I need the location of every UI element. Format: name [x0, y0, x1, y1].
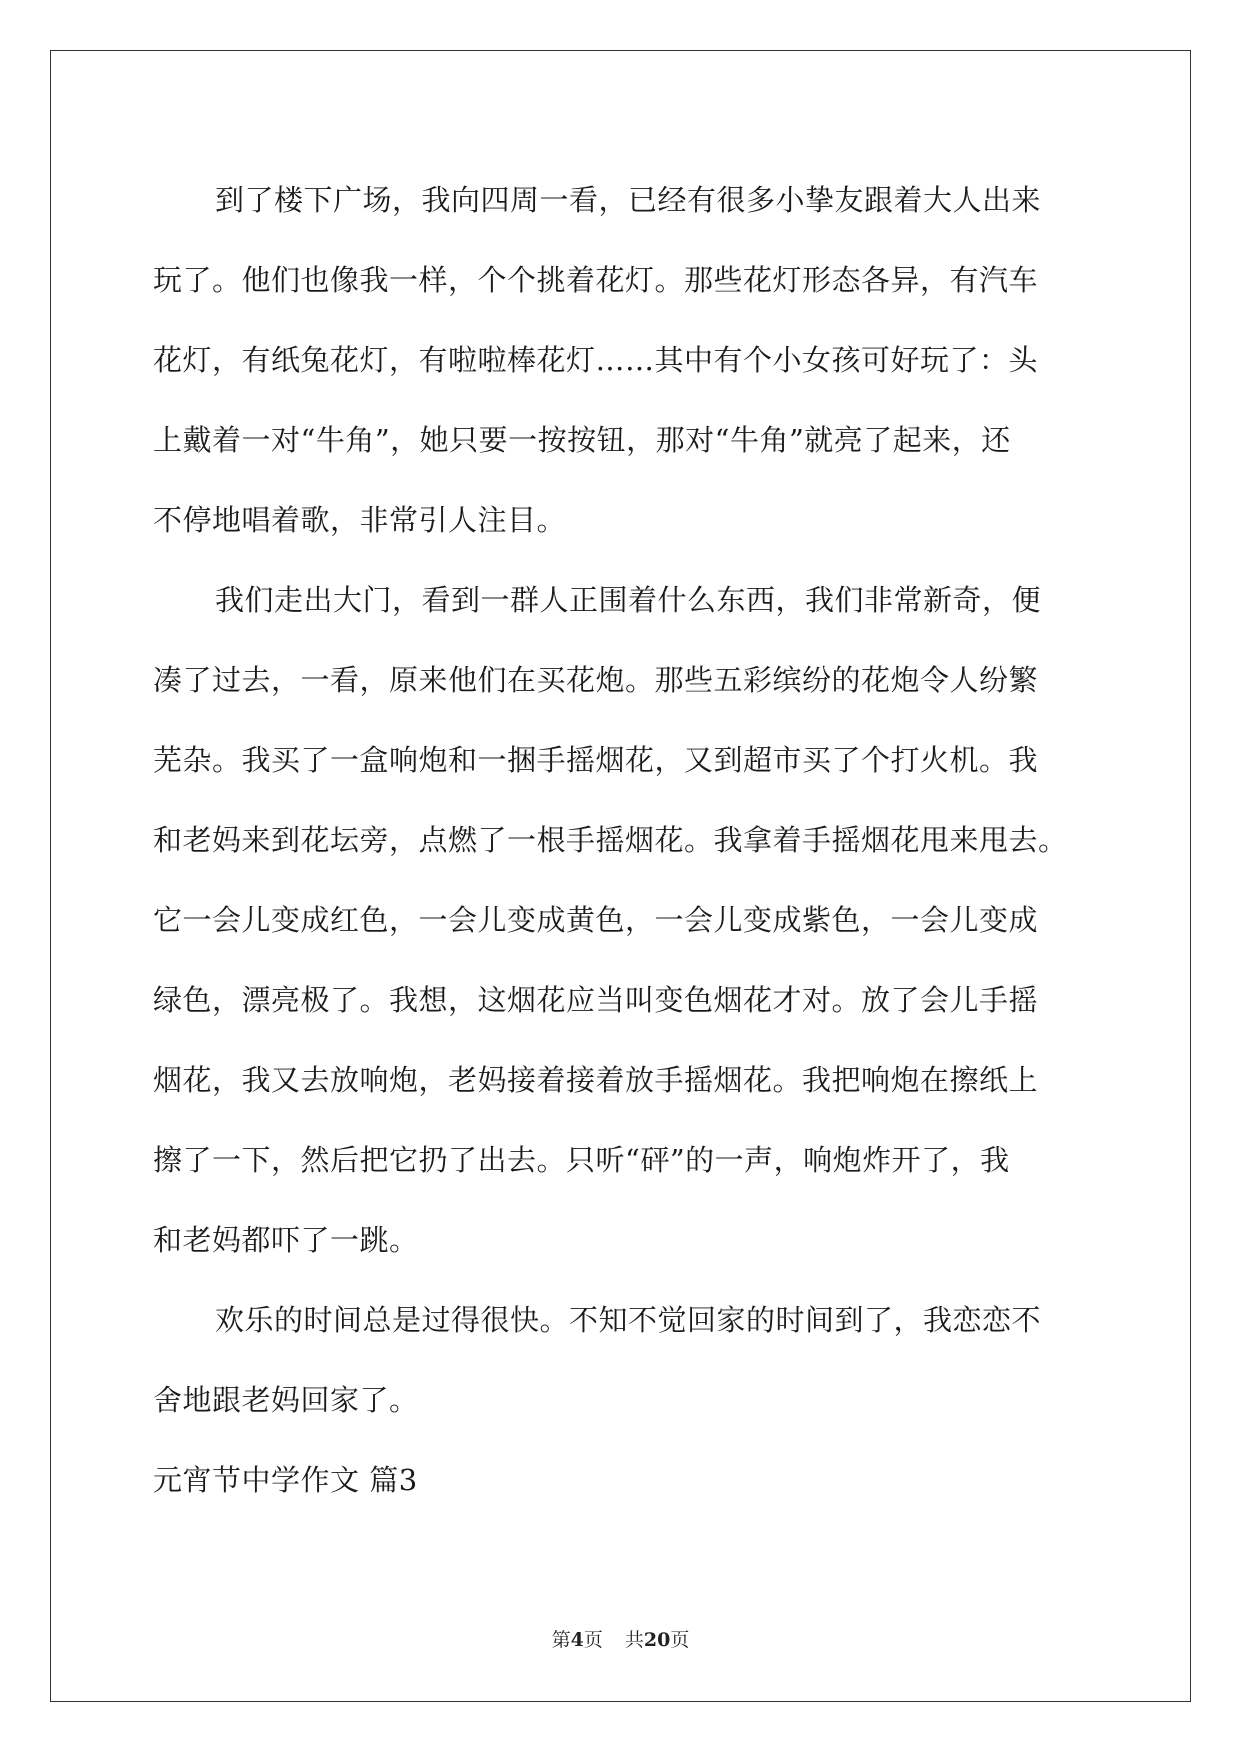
- text-line: 花灯，有纸兔花灯，有啦啦棒花灯……其中有个小女孩可好玩了：头: [153, 343, 1039, 377]
- text-line: 玩了。他们也像我一样，个个挑着花灯。那些花灯形态各异，有汽车: [153, 263, 1039, 297]
- text-line: 舍地跟老妈回家了。: [153, 1383, 419, 1417]
- text-line: 和老妈都吓了一跳。: [153, 1223, 419, 1257]
- page-number-footer: [0, 1625, 1241, 1652]
- document-body: [153, 160, 1093, 1520]
- text-line: 芜杂。我买了一盒响炮和一捆手摇烟花，又到超市买了个打火机。我: [153, 743, 1039, 777]
- paragraph-2: [153, 560, 1093, 1280]
- text-line: 它一会儿变成红色，一会儿变成黄色，一会儿变成紫色，一会儿变成: [153, 903, 1039, 937]
- current-page-number: 4: [570, 1629, 584, 1651]
- footer-total-prefix: 共: [624, 1629, 644, 1651]
- text-line: 和老妈来到花坛旁，点燃了一根手摇烟花。我拿着手摇烟花甩来甩去。: [153, 823, 1068, 857]
- text-line: 上戴着一对“牛角”，她只要一按按钮，那对“牛角”就亮了起来，还: [153, 423, 1011, 457]
- text-line: 欢乐的时间总是过得很快。不知不觉回家的时间到了，我恋恋不: [215, 1303, 1042, 1337]
- text-line: 烟花，我又去放响炮，老妈接着接着放手摇烟花。我把响炮在擦纸上: [153, 1063, 1039, 1097]
- text-line: 绿色，漂亮极了。我想，这烟花应当叫变色烟花才对。放了会儿手摇: [153, 983, 1039, 1017]
- paragraph-3: [153, 1280, 1093, 1440]
- text-line: 凑了过去，一看，原来他们在买花炮。那些五彩缤纷的花炮令人纷繁: [153, 663, 1039, 697]
- text-line: 擦了一下，然后把它扔了出去。只听“砰”的一声，响炮炸开了，我: [153, 1143, 1010, 1177]
- paragraph-1: [153, 160, 1093, 560]
- text-line: 我们走出大门，看到一群人正围着什么东西，我们非常新奇，便: [215, 583, 1042, 617]
- total-page-count: 20: [643, 1629, 671, 1651]
- section-heading: 元宵节中学作文 篇3: [153, 1463, 418, 1497]
- footer-page-word: 页: [583, 1629, 603, 1651]
- footer-prefix: 第: [551, 1629, 571, 1651]
- text-line: 到了楼下广场，我向四周一看，已经有很多小挚友跟着大人出来: [215, 183, 1042, 217]
- text-line: 不停地唱着歌，非常引人注目。: [153, 503, 567, 537]
- footer-total-suffix: 页: [670, 1629, 690, 1651]
